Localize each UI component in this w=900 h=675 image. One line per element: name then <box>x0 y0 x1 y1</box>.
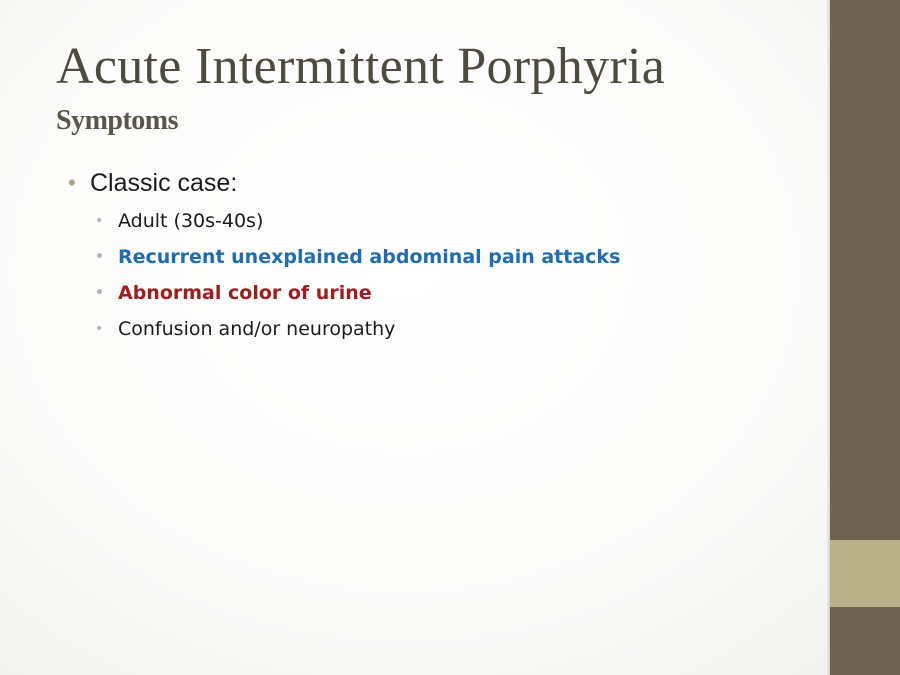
sub-bullet-text: Confusion and/or neuropathy <box>118 318 396 340</box>
bullet-text: Classic case: <box>90 169 238 197</box>
slide-subtitle: Symptoms <box>56 105 179 136</box>
sub-bullet-text: Adult (30s-40s) <box>118 210 264 232</box>
slide-title: Acute Intermittent Porphyria <box>56 38 666 95</box>
bullet-dot-icon: • <box>66 171 78 195</box>
sub-bullet-dot-icon: • <box>95 321 104 337</box>
sub-bullet-dot-icon: • <box>95 249 104 265</box>
sidebar-accent-block <box>830 540 900 607</box>
sub-bullet-text: Abnormal color of urine <box>118 282 372 304</box>
sub-bullet-dot-icon: • <box>95 213 104 229</box>
sub-bullet-dot-icon: • <box>95 285 104 301</box>
sub-bullet-text: Recurrent unexplained abdominal pain attacks <box>118 246 621 268</box>
